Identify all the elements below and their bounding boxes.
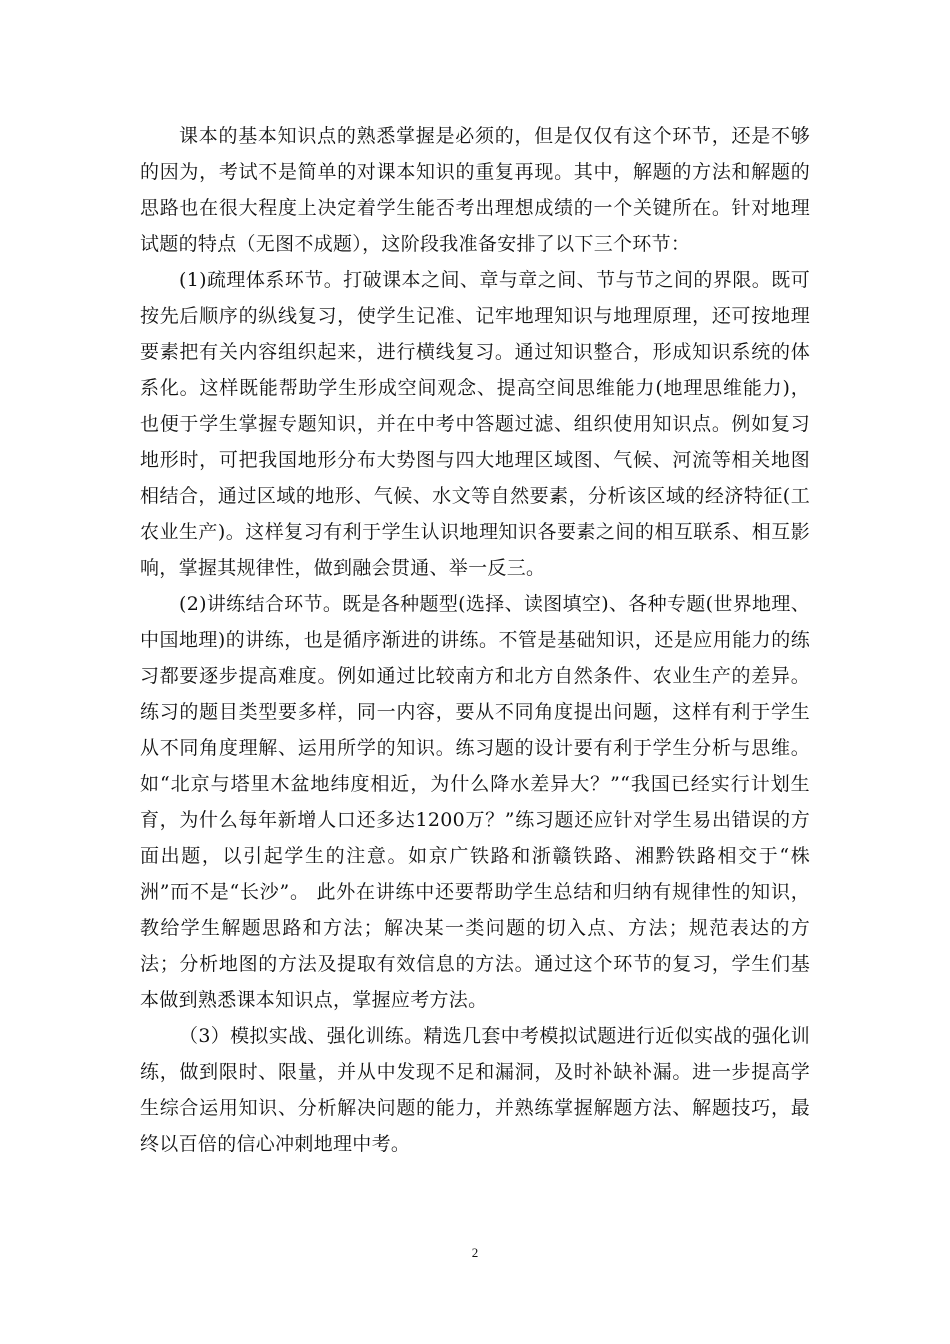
page-number: 2 — [471, 1245, 479, 1260]
paragraph-step-2: (2)讲练结合环节。既是各种题型(选择、读图填空)、各种专题(世界地理、中国地理)的讲练，也是循序渐进的讲练。不管是基础知识，还是应用能力的练习都要逐步提高难度。例如通过比较南方和北方自然条件、农业生产的差异。练习的题目类型要多样，同一内容，要从不同角度提出问题，这样有利于学生从不同角度理解、运用所学的知识。练习题的设计要有利于学生分析与思维。如“北京与塔里木盆地纬度相近，为什么降水差异大？”“我国已经实行计划生育，为什么每年新增人口还多达1200万？”练习题还应针对学生易出错误的方面出题，以引起学生的注意。如京广铁路和浙赣铁路、湘黔铁路相交于“株洲”而不是“长沙”。 此外在讲练中还要帮助学生总结和归纳有规律性的知识，教给学生解题思路和方法；解决某一类问题的切入点、方法；规范表达的方法；分析地图的方法及提取有效信息的方法。通过这个环节的复习，学生们基本做到熟悉课本知识点，掌握应考方法。 — [140, 593, 810, 1011]
paragraph-intro: 课本的基本知识点的熟悉掌握是必须的，但是仅仅有这个环节，还是不够的因为，考试不是简单的对课本知识的重复再现。其中，解题的方法和解题的思路也在很大程度上决定着学生能否考出理想成绩的一个关键所在。针对地理试题的特点（无图不成题），这阶段我准备安排了以下三个环节： — [140, 125, 810, 255]
paragraph-step-3: （3）模拟实战、强化训练。精选几套中考模拟试题进行近似实战的强化训练，做到限时、限量，并从中发现不足和漏洞，及时补缺补漏。进一步提高学生综合运用知识、分析解决问题的能力，并熟练掌握解题方法、解题技巧，最终以百倍的信心冲刺地理中考。 — [140, 1025, 810, 1155]
paragraph-step-1: (1)疏理体系环节。打破课本之间、章与章之间、节与节之间的界限。既可按先后顺序的纵线复习，使学生记准、记牢地理知识与地理原理，还可按地理要素把有关内容组织起来，进行横线复习。通过知识整合，形成知识系统的体系化。这样既能帮助学生形成空间观念、提高空间思维能力(地理思维能力)，也便于学生掌握专题知识，并在中考中答题过滤、组织使用知识点。例如复习地形时，可把我国地形分布大势图与四大地理区域图、气候、河流等相关地图相结合，通过区域的地形、气候、水文等自然要素，分析该区域的经济特征(工农业生产)。这样复习有利于学生认识地理知识各要素之间的相互联系、相互影响，掌握其规律性，做到融会贯通、举一反三。 — [140, 269, 810, 579]
document-body — [140, 118, 810, 1162]
